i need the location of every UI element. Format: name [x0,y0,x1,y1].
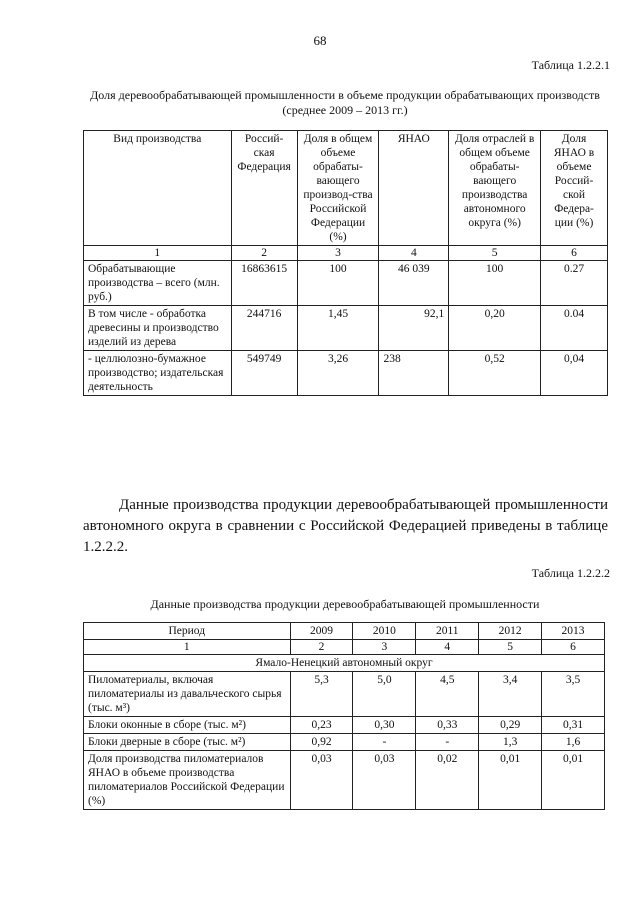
table2-header-cell: 2009 [290,623,353,640]
table1-title: Доля деревообрабатывающей промышленности в объеме продукции обрабатывающих производств (среднее 2009 – 2013 гг.) [90,88,600,117]
table-cell: 0,03 [290,751,353,810]
table-cell: - [353,734,416,751]
table-cell: 0.27 [541,261,608,306]
column-number: 6 [542,640,605,655]
table2-caption: Таблица 1.2.2.2 [531,566,610,580]
table-row [84,306,608,351]
table2 [83,622,605,810]
table1-column-number-row [84,246,608,261]
column-number: 2 [290,640,353,655]
table-cell: 549749 [231,351,297,396]
column-number: 5 [449,246,541,261]
table-cell: 4,5 [416,672,479,717]
region-row [84,655,605,672]
table-cell: 3,26 [297,351,379,396]
column-number: 3 [297,246,379,261]
table2-title: Данные производства продукции деревообрабатывающей промышленности [150,597,540,611]
page-number: 68 [313,33,327,48]
table1-header-cell: Доля в общем объеме обрабаты-вающего производ-ства Российской Федерации (%) [297,131,379,246]
table-row [84,717,605,734]
table-row [84,672,605,717]
column-number: 1 [84,640,291,655]
table1-header-cell: Доля отраслей в общем объеме обрабаты-вающего производства автономного округа (%) [449,131,541,246]
body-paragraph: Данные производства продукции деревообрабатывающей промышленности автономного округа в сравнении с Российской Федерацией приведены в таблице 1.2.2.2. [83,497,608,555]
row-label: В том числе - обработка древесины и производство изделий из дерева [84,306,232,351]
column-number: 4 [379,246,449,261]
table-cell: 0,29 [479,717,542,734]
table-cell: 3,5 [542,672,605,717]
table-cell: 5,0 [353,672,416,717]
table-cell: 100 [449,261,541,306]
table-cell: 1,3 [479,734,542,751]
table-cell: 0,01 [479,751,542,810]
table-cell: 0.04 [541,306,608,351]
table-cell: 0,33 [416,717,479,734]
table-cell: 3,4 [479,672,542,717]
table-cell: 1,6 [542,734,605,751]
table1-header-cell: ЯНАО [379,131,449,246]
table-row [84,261,608,306]
column-number: 1 [84,246,232,261]
table-row [84,734,605,751]
table-cell: 0,30 [353,717,416,734]
table2-header-cell: Период [84,623,291,640]
table-cell: 0,23 [290,717,353,734]
column-number: 4 [416,640,479,655]
table-cell: - [416,734,479,751]
table-cell: 5,3 [290,672,353,717]
table2-header-cell: 2011 [416,623,479,640]
table2-header-cell: 2012 [479,623,542,640]
column-number: 6 [541,246,608,261]
table-cell: 0,01 [542,751,605,810]
table2-column-number-row [84,640,605,655]
table-cell: 0,20 [449,306,541,351]
table-cell: 0,04 [541,351,608,396]
table-cell: 244716 [231,306,297,351]
table2-header-cell: 2010 [353,623,416,640]
table1-header-row [84,131,608,246]
table-row [84,351,608,396]
table-row [84,751,605,810]
table-cell: 0,03 [353,751,416,810]
row-label: Блоки оконные в сборе (тыс. м²) [84,717,291,734]
row-label: Обрабатывающие производства – всего (млн. руб.) [84,261,232,306]
table2-header-cell: 2013 [542,623,605,640]
table-cell: 238 [379,351,449,396]
table2-header-row [84,623,605,640]
column-number: 3 [353,640,416,655]
table-cell: 0,52 [449,351,541,396]
region-label: Ямало-Ненецкий автономный округ [84,655,605,672]
row-label: Доля производства пиломатериалов ЯНАО в объеме производства пиломатериалов Российской Федерации (%) [84,751,291,810]
table-cell: 1,45 [297,306,379,351]
row-label: Пиломатериалы, включая пиломатериалы из давальческого сырья (тыс. м³) [84,672,291,717]
table-cell: 0,92 [290,734,353,751]
table-cell: 46 039 [379,261,449,306]
table1-header-cell: Вид производства [84,131,232,246]
table-cell: 0,31 [542,717,605,734]
table-cell: 100 [297,261,379,306]
table1 [83,130,608,396]
column-number: 2 [231,246,297,261]
table1-header-cell: Россий-ская Федерация [231,131,297,246]
row-label: - целлюлозно-бумажное производство; издательская деятельность [84,351,232,396]
table-cell: 92,1 [379,306,449,351]
table1-caption: Таблица 1.2.2.1 [531,58,610,72]
table1-header-cell: Доля ЯНАО в объеме Россий-ской Федера-ции (%) [541,131,608,246]
table-cell: 16863615 [231,261,297,306]
table-cell: 0,02 [416,751,479,810]
row-label: Блоки дверные в сборе (тыс. м²) [84,734,291,751]
column-number: 5 [479,640,542,655]
